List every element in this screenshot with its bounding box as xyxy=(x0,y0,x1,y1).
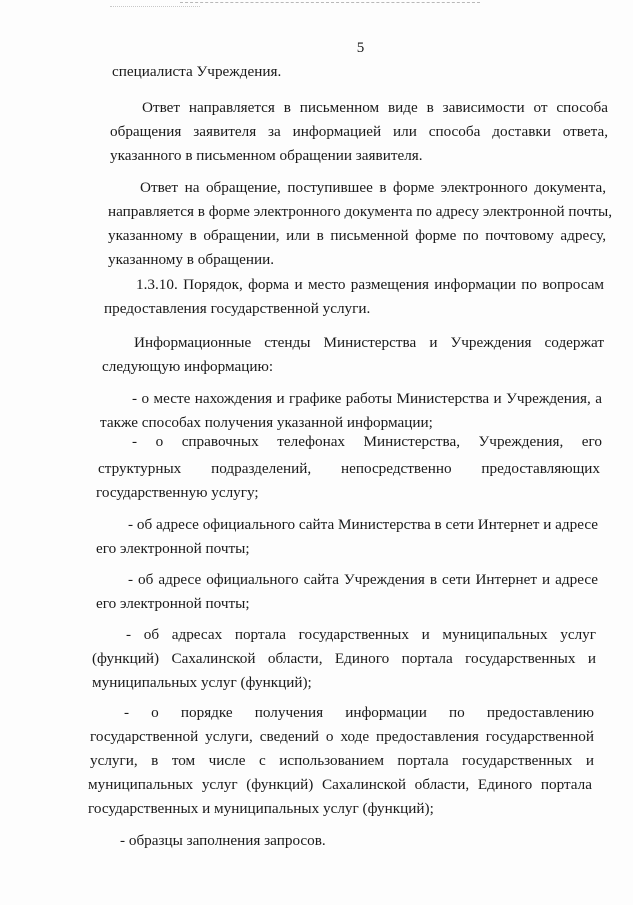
text-line: обращения заявителя за информацией или способа доставки ответа, xyxy=(110,123,608,140)
list-item-line: (функций) Сахалинской области, Единого портала государственных и xyxy=(92,650,596,667)
list-item-line: государственных и муниципальных услуг (функций); xyxy=(88,800,434,817)
text-line: направляется в форме электронного документа по адресу электронной почты, xyxy=(108,203,612,220)
text-line: Информационные стенды Министерства и Учреждения содержат xyxy=(134,334,604,351)
list-item-line: государственной услуги, сведений о ходе предоставления государственной xyxy=(90,728,594,745)
list-item-line: - образцы заполнения запросов. xyxy=(120,832,326,849)
list-item-line: муниципальных услуг (функций); xyxy=(92,674,312,691)
list-item-line: его электронной почты; xyxy=(96,540,250,557)
list-item-line: услуги, в том числе с использованием портала государственных и xyxy=(90,752,594,769)
section-heading-line: 1.3.10. Порядок, форма и место размещения информации по вопросам xyxy=(136,276,604,293)
scan-artifact-top-left xyxy=(110,6,200,8)
list-item-line: его электронной почты; xyxy=(96,595,250,612)
text-line: специалиста Учреждения. xyxy=(112,63,282,80)
scan-artifact-top xyxy=(180,2,480,4)
list-item-line: - об адресе официального сайта Учреждения в сети Интернет и адресе xyxy=(128,571,598,588)
list-item-line: муниципальных услуг (функций) Сахалинской области, Единого портала xyxy=(88,776,592,793)
list-item-line: - об адресе официального сайта Министерства в сети Интернет и адресе xyxy=(128,516,598,533)
text-line: указанного в письменном обращении заявителя. xyxy=(110,147,423,164)
text-line: Ответ на обращение, поступившее в форме электронного документа, xyxy=(140,179,606,196)
section-heading-line: предоставления государственной услуги. xyxy=(104,300,371,317)
text-line: Ответ направляется в письменном виде в зависимости от способа xyxy=(142,99,608,116)
list-item-line: также способах получения указанной информации; xyxy=(100,414,433,431)
text-line: указанному в обращении, или в письменной форме по почтовому адресу, xyxy=(108,227,606,244)
list-item-line: структурных подразделений, непосредственно предоставляющих xyxy=(98,460,600,477)
list-item-line: - о порядке получения информации по предоставлению xyxy=(124,704,594,721)
list-item-line: - об адресах портала государственных и муниципальных услуг xyxy=(126,626,596,643)
text-line: указанному в обращении. xyxy=(108,251,275,268)
page-number: 5 xyxy=(356,40,365,56)
list-item-line: - о справочных телефонах Министерства, Учреждения, его xyxy=(132,433,602,450)
list-item-line: государственную услугу; xyxy=(96,484,259,501)
list-item-line: - о месте нахождения и графике работы Министерства и Учреждения, а xyxy=(132,390,602,407)
text-line: следующую информацию: xyxy=(102,358,274,375)
